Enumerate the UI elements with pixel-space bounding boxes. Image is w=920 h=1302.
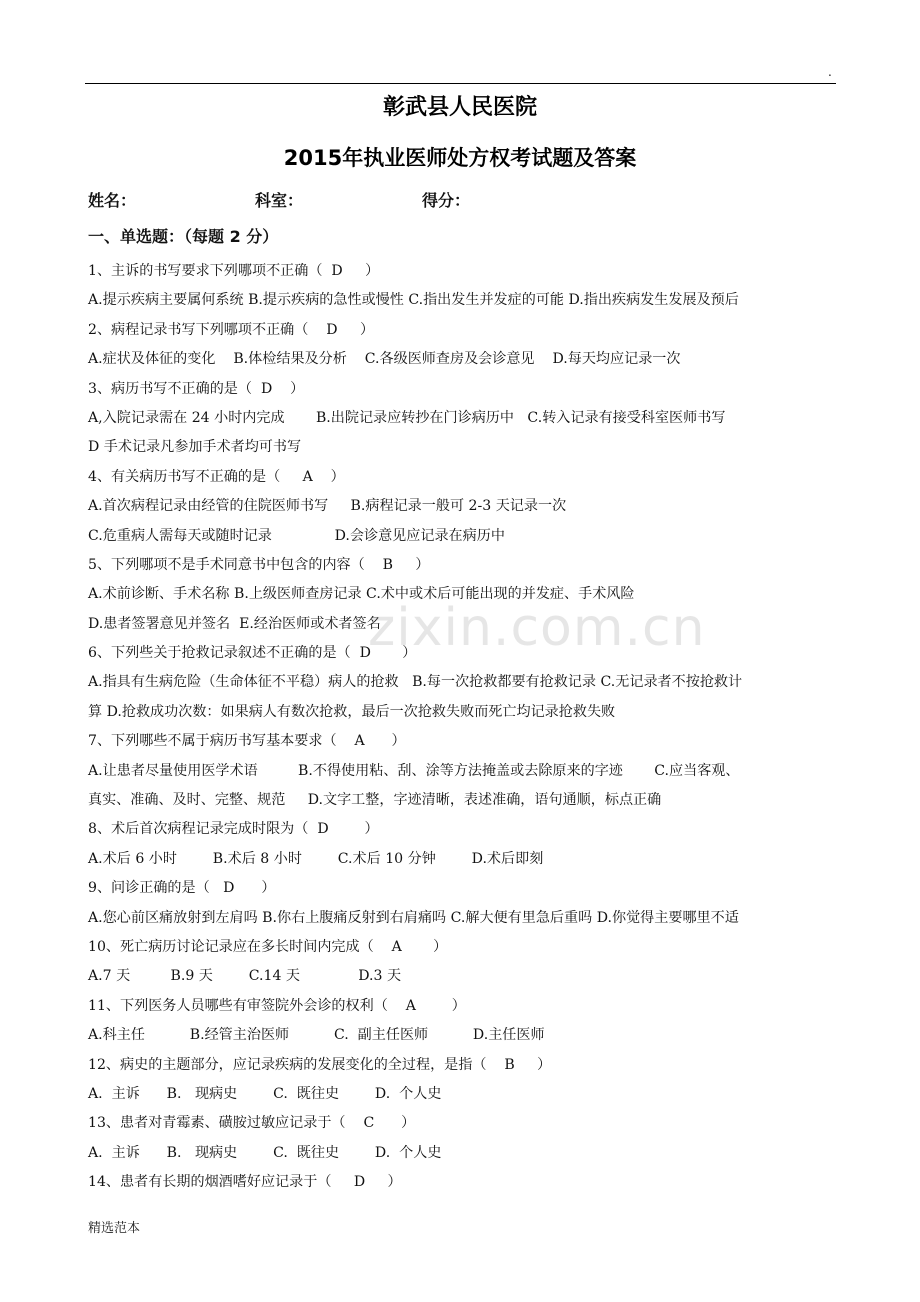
header-rule — [85, 83, 836, 84]
watermark: zixin.com.cn — [368, 598, 706, 658]
department-label: 科室： — [255, 191, 304, 210]
text-line — [88, 433, 848, 462]
text-line — [88, 668, 848, 697]
text-line-content: 7、下列哪些不属于病历书写基本要求（ A ） — [88, 733, 406, 750]
text-line — [88, 1139, 848, 1168]
text-line — [88, 463, 848, 492]
score-label: 得分： — [422, 191, 471, 210]
text-line-content: A.让患者尽量使用医学术语 B.不得使用粘、刮、涂等方法掩盖或去除原来的字迹 C.应当客观、 — [88, 762, 740, 779]
text-line-content: A.提示疾病主要属何系统 B.提示疾病的急性或慢性 C.指出发生并发症的可能 D.指出疾病发生发展及预后 — [88, 292, 739, 309]
text-line — [88, 786, 848, 815]
question-list — [88, 257, 848, 1198]
corner-mark: . — [828, 65, 832, 79]
text-line — [88, 1051, 848, 1080]
text-line — [88, 845, 848, 874]
text-line-content: 4、有关病历书写不正确的是（ A ） — [88, 468, 345, 485]
text-line-content: 12、病史的主题部分，应记录疾病的发展变化的全过程，是指（ B ） — [88, 1056, 552, 1073]
text-line — [88, 962, 848, 991]
section-title: 一、单选题：（每题 2 分） — [88, 227, 279, 246]
text-line-content: A.您心前区痛放射到左肩吗 B.你右上腹痛反射到右肩痛吗 C.解大便有里急后重吗 D.你觉得主要哪里不适 — [88, 909, 739, 926]
text-line — [88, 698, 848, 727]
exam-title: 2015年执业医师处方权考试题及答案 — [283, 146, 637, 170]
text-line — [88, 874, 848, 903]
text-line-content: 14、患者有长期的烟酒嗜好应记录于（ D ） — [88, 1174, 402, 1191]
text-line — [88, 404, 848, 433]
text-line-content: A,入院记录需在 24 小时内完成 B.出院记录应转抄在门诊病历中 C.转入记录有接受科室医师书写 — [88, 409, 726, 426]
text-line — [88, 345, 848, 374]
text-line-content: 13、患者对青霉素、磺胺过敏应记录于（ C ） — [88, 1115, 416, 1132]
text-line-content: C.危重病人需每天或随时记录 D.会诊意见应记录在病历中 — [88, 527, 505, 544]
text-line — [88, 1021, 848, 1050]
text-line — [88, 551, 848, 580]
text-line — [88, 904, 848, 933]
footer-label: 精选范本 — [88, 1221, 141, 1236]
text-line-content: A.科主任 B.经管主治医师 C. 副主任医师 D.主任医师 — [88, 1027, 545, 1044]
text-line-content: A.7 天 B.9 天 C.14 天 D.3 天 — [88, 968, 402, 985]
text-line — [88, 933, 848, 962]
text-line — [88, 610, 848, 639]
text-line-content: A.术前诊断、手术名称 B.上级医师查房记录 C.术中或术后可能出现的并发症、手术风险 — [88, 586, 635, 603]
text-line-content: 5、下列哪项不是手术同意书中包含的内容（ B ） — [88, 556, 430, 573]
text-line-content: 算 D.抢救成功次数：如果病人有数次抢救，最后一次抢救失败而死亡均记录抢救失败 — [88, 703, 616, 720]
text-line — [88, 992, 848, 1021]
text-line-content: 2、病程记录书写下列哪项不正确（ D ） — [88, 321, 375, 338]
text-line-content: A.症状及体征的变化 B.体检结果及分析 C.各级医师查房及会诊意见 D.每天均应记录一次 — [88, 351, 681, 368]
text-line-content: 6、下列些关于抢救记录叙述不正确的是（ D ） — [88, 645, 417, 662]
text-line-content: D.患者签署意见并签名 E.经治医师或术者签名 — [88, 615, 381, 632]
text-line-content: 9、问诊正确的是（ D ） — [88, 880, 276, 897]
text-line — [88, 316, 848, 345]
text-line — [88, 1080, 848, 1109]
text-line — [88, 286, 848, 315]
text-line — [88, 1168, 848, 1197]
text-line — [88, 580, 848, 609]
text-line-content: A. 主诉 B. 现病史 C. 既往史 D. 个人史 — [88, 1085, 442, 1102]
text-line — [88, 757, 848, 786]
text-line — [88, 375, 848, 404]
text-line — [88, 492, 848, 521]
text-line-content: 10、死亡病历讨论记录应在多长时间内完成（ A ） — [88, 938, 448, 955]
text-line-content: 3、病历书写不正确的是（ D ） — [88, 380, 305, 397]
name-label: 姓名： — [88, 191, 137, 210]
text-line — [88, 257, 848, 286]
hospital-name: 彰武县人民医院 — [382, 95, 537, 120]
text-line-content: 1、主诉的书写要求下列哪项不正确（ D ） — [88, 263, 380, 279]
text-line-content: 真实、准确、及时、完整、规范 D.文字工整，字迹清晰，表述准确，语句通顺，标点正确 — [88, 792, 662, 809]
text-line-content: 11、下列医务人员哪些有审签院外会诊的权利（ A ） — [88, 997, 466, 1014]
text-line — [88, 727, 848, 756]
text-line — [88, 815, 848, 844]
text-line — [88, 522, 848, 551]
text-line-content: D 手术记录凡参加手术者均可书写 — [88, 439, 302, 456]
text-line — [88, 1109, 848, 1138]
text-line-content: 8、术后首次病程记录完成时限为（ D ） — [88, 821, 379, 838]
text-line-content: A.术后 6 小时 B.术后 8 小时 C.术后 10 分钟 D.术后即刻 — [88, 850, 544, 867]
text-line — [88, 639, 848, 668]
text-line-content: A.指具有生病危险（生命体征不平稳）病人的抢救 B.每一次抢救都要有抢救记录 C.无记录者不按抢救计 — [88, 674, 743, 691]
text-line-content: A. 主诉 B. 现病史 C. 既往史 D. 个人史 — [88, 1144, 442, 1161]
text-line-content: A.首次病程记录由经管的住院医师书写 B.病程记录一般可 2-3 天记录一次 — [88, 498, 567, 515]
